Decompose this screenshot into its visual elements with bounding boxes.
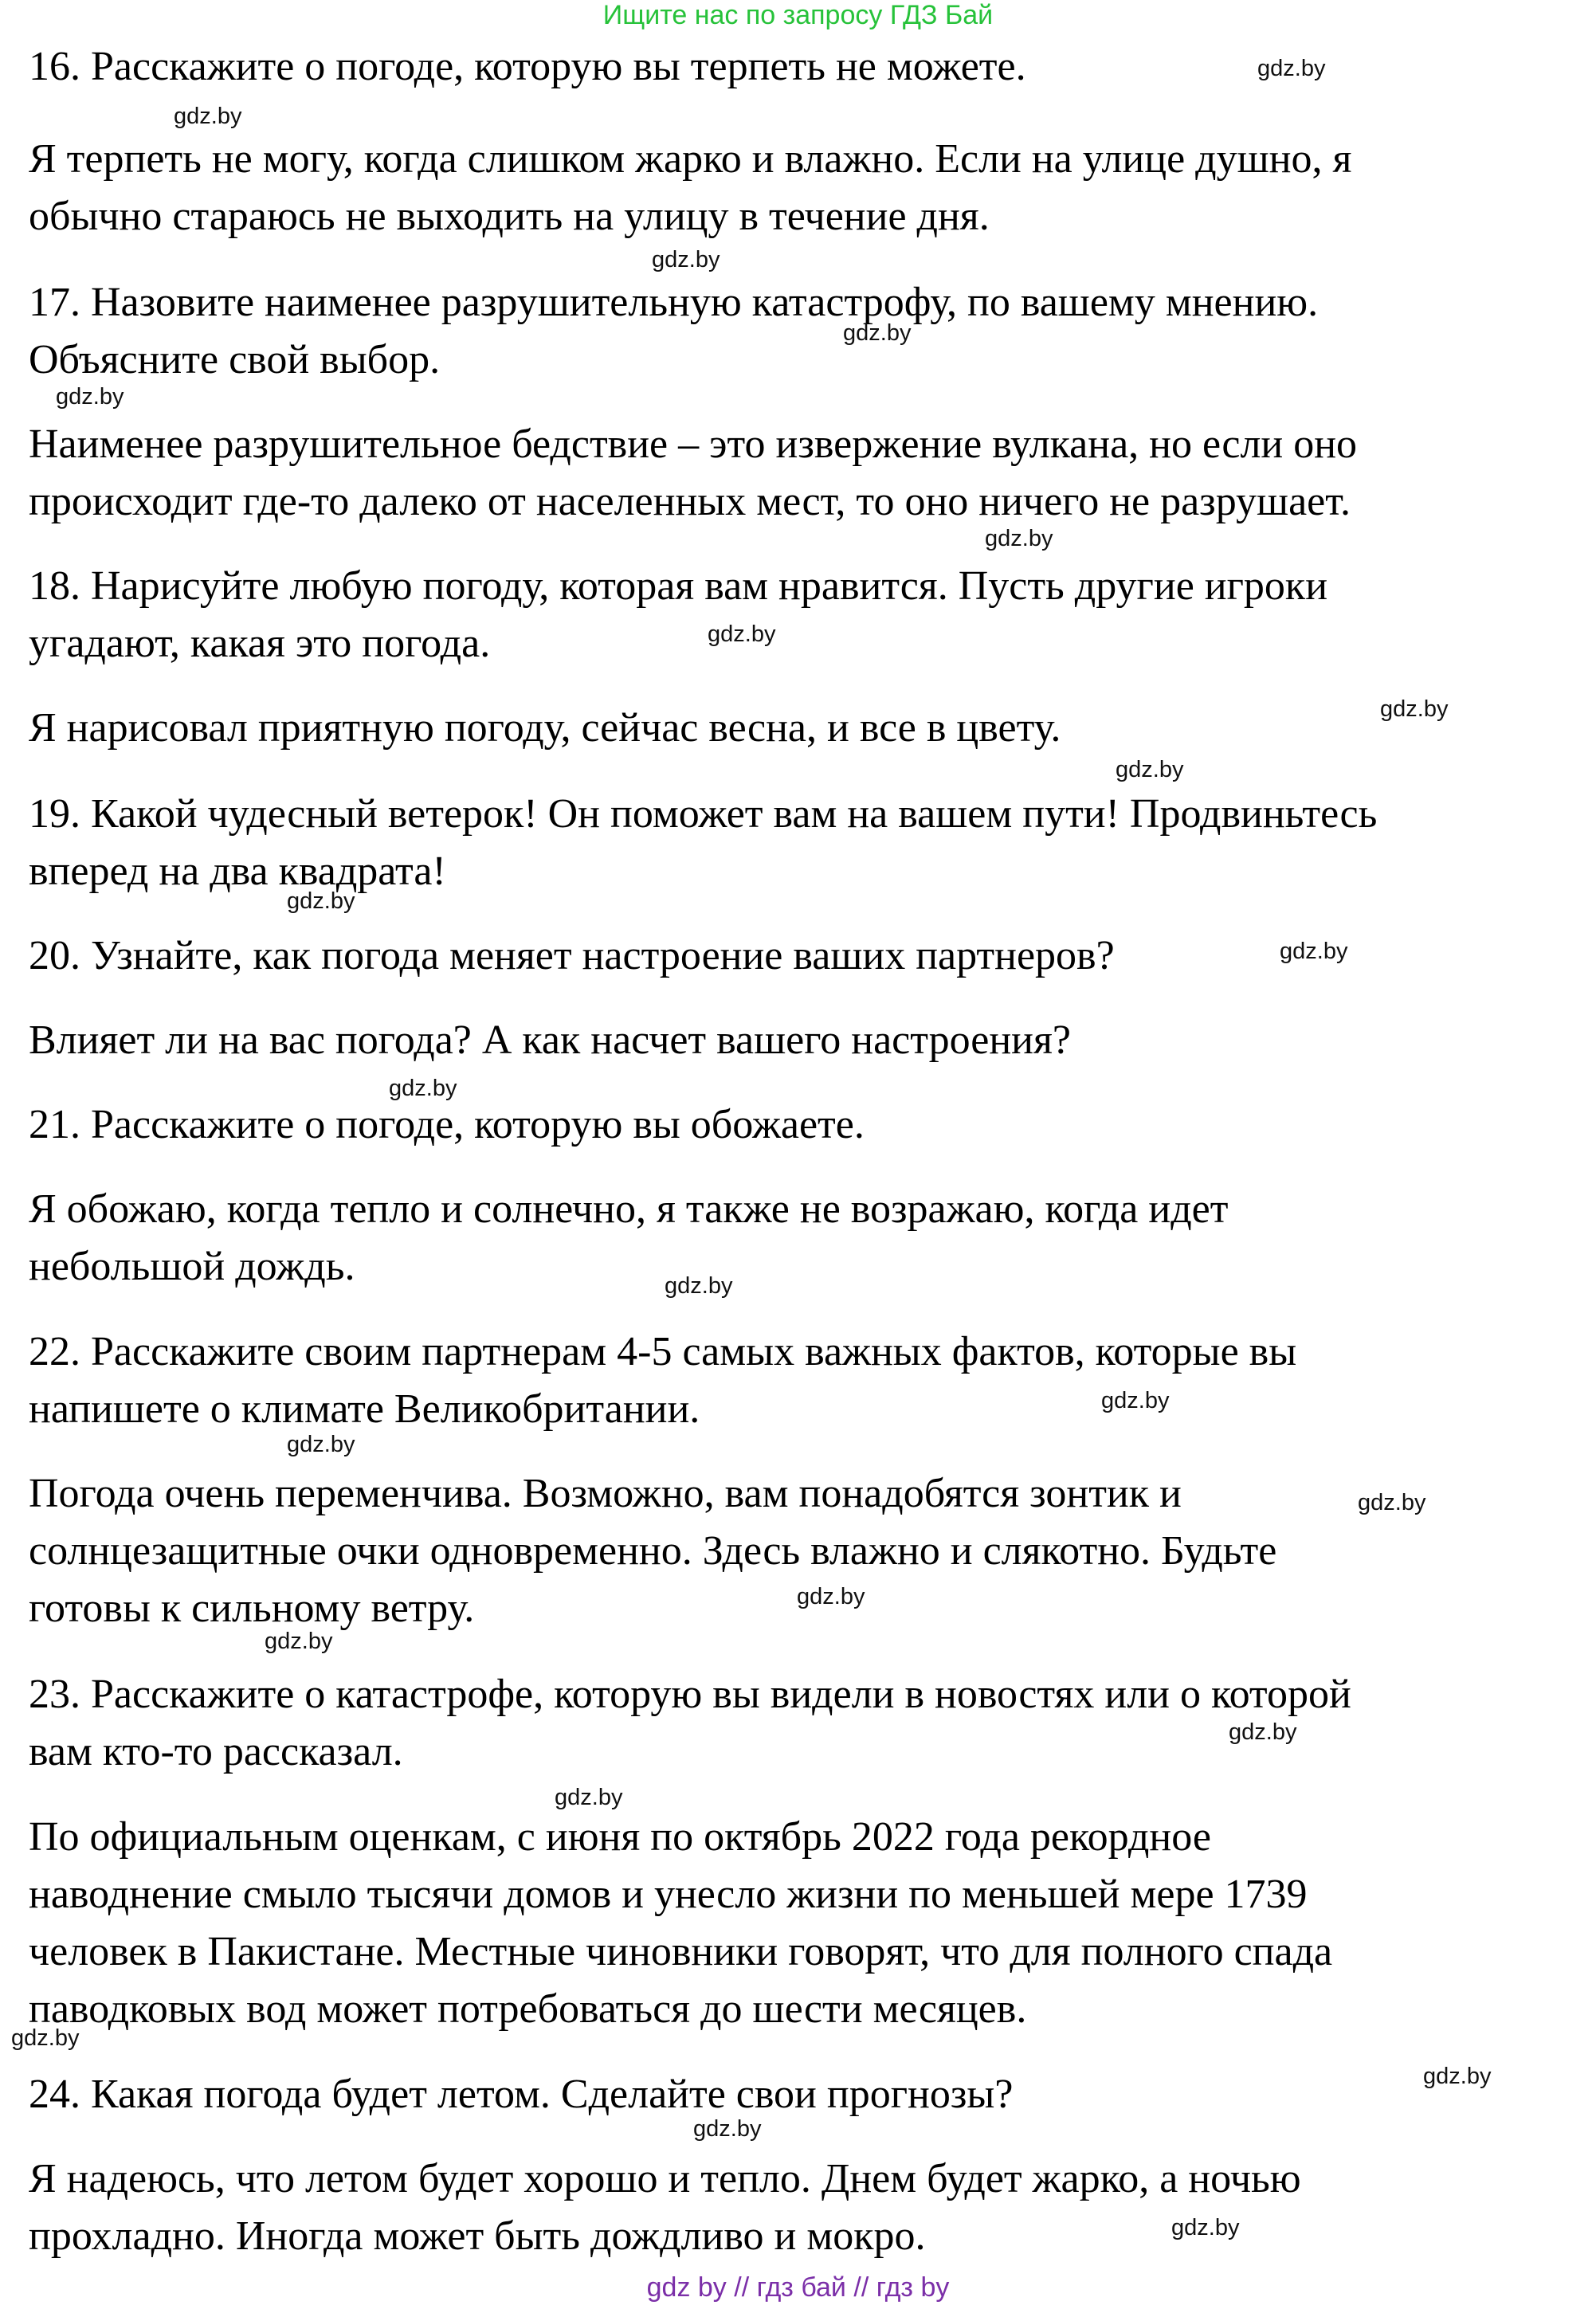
watermark: gdz.by	[985, 526, 1053, 551]
watermark: gdz.by	[11, 2025, 80, 2051]
watermark: gdz.by	[555, 1785, 623, 1810]
answer-24: Я надеюсь, что летом будет хорошо и тепло. Днем будет жарко, а ночью прохладно. Иногда может быть дождливо и мокро.	[29, 2156, 1301, 2259]
watermark: gdz.by	[174, 104, 242, 129]
watermark: gdz.by	[265, 1629, 333, 1654]
watermark: gdz.by	[1280, 939, 1348, 964]
watermark: gdz.by	[693, 2116, 762, 2142]
question-20: 20. Узнайте, как погода меняет настроение ваших партнеров?	[29, 933, 1115, 978]
question-19: 19. Какой чудесный ветерок! Он поможет вам на вашем пути! Продвиньтесь вперед на два квадрата!	[29, 791, 1378, 894]
page-footer: gdz by // гдз бай // гдз by	[646, 2272, 950, 2303]
answer-21: Я обожаю, когда тепло и солнечно, я также не возражаю, когда идет небольшой дождь.	[29, 1186, 1229, 1289]
answer-23: По официальным оценкам, с июня по октябрь 2022 года рекордное наводнение смыло тысячи домов и унесло жизни по меньшей мере 1739 человек в Пакистане. Местные чиновники говорят, что для полного спада паводковых вод может потребоваться до шести месяцев.	[29, 1814, 1333, 2032]
question-17: 17. Назовите наименее разрушительную катастрофу, по вашему мнению. Объясните свой выбор.	[29, 280, 1319, 382]
watermark: gdz.by	[1171, 2215, 1240, 2240]
watermark: gdz.by	[1423, 2064, 1492, 2089]
watermark: gdz.by	[843, 320, 912, 346]
watermark: gdz.by	[1101, 1388, 1170, 1413]
watermark: gdz.by	[665, 1273, 733, 1299]
question-18: 18. Нарисуйте любую погоду, которая вам нравится. Пусть другие игроки угадают, какая это погода.	[29, 563, 1328, 666]
watermark: gdz.by	[287, 1432, 355, 1457]
question-24: 24. Какая погода будет летом. Сделайте свои прогнозы?	[29, 2072, 1014, 2117]
watermark: gdz.by	[389, 1076, 457, 1101]
watermark: gdz.by	[1380, 696, 1449, 722]
question-21: 21. Расскажите о погоде, которую вы обожаете.	[29, 1102, 865, 1147]
watermark: gdz.by	[652, 247, 720, 272]
watermark: gdz.by	[287, 888, 355, 914]
watermark: gdz.by	[1257, 56, 1326, 81]
question-23: 23. Расскажите о катастрофе, которую вы видели в новостях или о которой вам кто-то рассказал.	[29, 1672, 1351, 1774]
page-header: Ищите нас по запросу ГДЗ Бай	[602, 0, 994, 30]
answer-22: Погода очень переменчива. Возможно, вам понадобятся зонтик и солнцезащитные очки одновременно. Здесь влажно и слякотно. Будьте готовы к сильному ветру.	[29, 1471, 1277, 1631]
watermark: gdz.by	[1116, 757, 1184, 782]
question-16: 16. Расскажите о погоде, которую вы терпеть не можете.	[29, 44, 1026, 89]
watermark: gdz.by	[797, 1584, 865, 1609]
watermark: gdz.by	[1229, 1719, 1297, 1745]
watermark: gdz.by	[708, 621, 776, 647]
watermark: gdz.by	[56, 384, 124, 410]
answer-18: Я нарисовал приятную погоду, сейчас весна, и все в цвету.	[29, 705, 1061, 751]
watermark: gdz.by	[1358, 1490, 1426, 1515]
question-20-text: Влияет ли на вас погода? А как насчет вашего настроения?	[29, 1017, 1071, 1063]
question-22: 22. Расскажите своим партнерам 4-5 самых важных фактов, которые вы напишете о климате Великобритании.	[29, 1329, 1297, 1432]
answer-16: Я терпеть не могу, когда слишком жарко и влажно. Если на улице душно, я обычно стараюсь не выходить на улицу в течение дня.	[29, 136, 1352, 239]
answer-17: Наименее разрушительное бедствие – это извержение вулкана, но если оно происходит где-то далеко от населенных мест, то оно ничего не разрушает.	[29, 421, 1358, 524]
